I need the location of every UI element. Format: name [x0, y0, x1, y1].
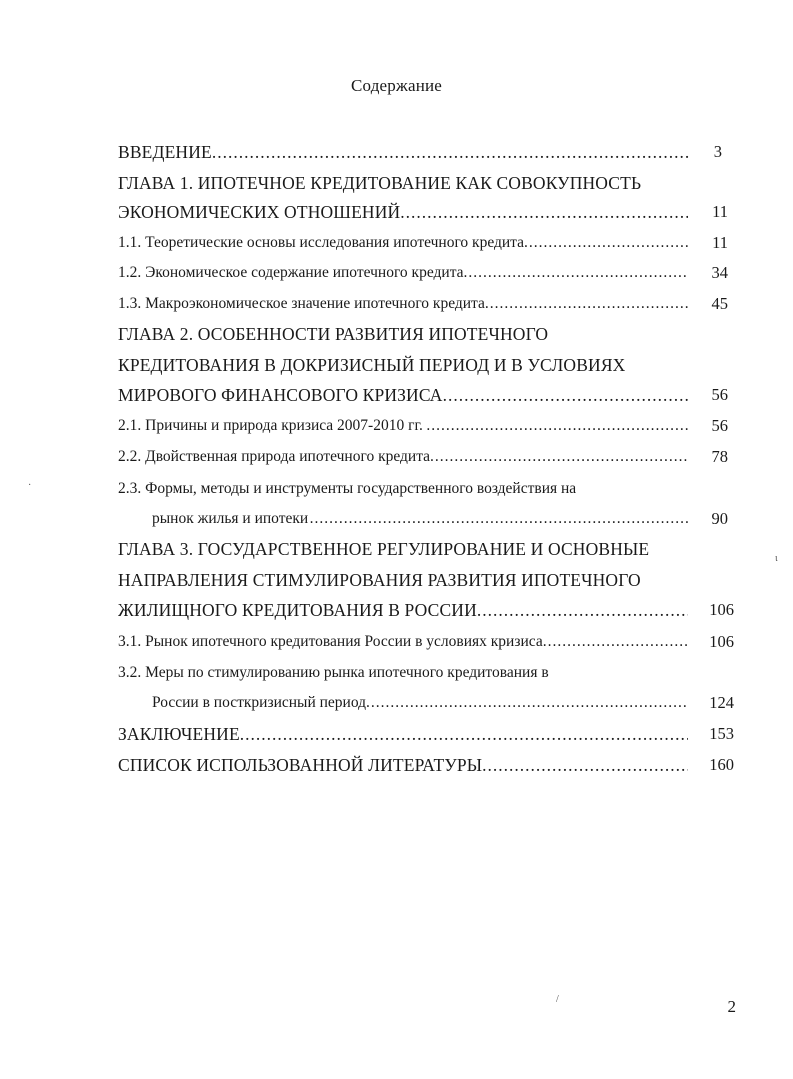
toc-entry[interactable] — [118, 140, 691, 164]
dot-leader — [310, 507, 688, 531]
scan-speck: · — [28, 480, 32, 491]
dot-leader — [485, 292, 688, 316]
dot-leader — [464, 261, 688, 285]
dot-leader — [482, 753, 688, 777]
toc-entry-text: рынок жилья и ипотеки — [152, 510, 309, 527]
toc-entry[interactable] — [118, 231, 688, 255]
toc-entry[interactable] — [118, 722, 688, 746]
dot-leader — [426, 414, 688, 438]
toc-entry-text: ЖИЛИЩНОГО КРЕДИТОВАНИЯ В РОССИИ — [118, 600, 477, 620]
toc-page-number: 11 — [712, 202, 728, 221]
toc-entry[interactable] — [118, 261, 688, 285]
toc-entry[interactable] — [118, 171, 698, 195]
toc-entry[interactable] — [152, 691, 688, 715]
toc-entry[interactable] — [118, 322, 688, 346]
toc-entry[interactable] — [118, 598, 688, 622]
dot-leader — [477, 598, 688, 622]
toc-entry-text: 1.3. Макроэкономическое значение ипотечного кредита — [118, 295, 485, 312]
toc-entry[interactable] — [152, 507, 688, 531]
toc-entry-text: ЭКОНОМИЧЕСКИХ ОТНОШЕНИЙ — [118, 202, 401, 222]
toc-entry-text: 3.2. Меры по стимулированию рынка ипотечного кредитования в — [118, 664, 549, 681]
dot-leader — [524, 231, 688, 255]
toc-entry[interactable] — [118, 661, 698, 685]
toc-page-number: 56 — [711, 416, 728, 435]
toc-entry[interactable] — [118, 200, 688, 224]
toc-page-number: 3 — [713, 142, 722, 161]
toc-entry[interactable] — [118, 445, 688, 469]
toc-entry-text: 2.3. Формы, методы и инструменты государственного воздействия на — [118, 480, 577, 497]
toc-page-number: 106 — [709, 600, 734, 619]
dot-leader — [366, 691, 688, 715]
dot-leader — [443, 383, 688, 407]
toc-page-number: 160 — [709, 755, 734, 774]
toc-entry-text: ВВЕДЕНИЕ — [118, 142, 212, 162]
toc-page-number: 90 — [711, 509, 728, 528]
toc-entry[interactable] — [118, 292, 688, 316]
toc-entry[interactable] — [118, 477, 698, 501]
toc-page-number: 56 — [711, 385, 728, 404]
toc-entry-text: КРЕДИТОВАНИЯ В ДОКРИЗИСНЫЙ ПЕРИОД И В УСЛОВИЯХ — [118, 355, 626, 375]
toc-entry-text: СПИСОК ИСПОЛЬЗОВАННОЙ ЛИТЕРАТУРЫ — [118, 755, 483, 775]
dot-leader — [212, 140, 691, 164]
toc-page-number: 153 — [709, 724, 734, 743]
toc-entry-text: ГЛАВА 1. ИПОТЕЧНОЕ КРЕДИТОВАНИЕ КАК СОВОКУПНОСТЬ — [118, 173, 642, 193]
page-title: Содержание — [350, 76, 443, 95]
toc-page-number: 124 — [709, 693, 734, 712]
toc-entry-text: ГЛАВА 3. ГОСУДАРСТВЕННОЕ РЕГУЛИРОВАНИЕ И ОСНОВНЫЕ — [118, 539, 650, 559]
toc-entry-text: НАПРАВЛЕНИЯ СТИМУЛИРОВАНИЯ РАЗВИТИЯ ИПОТЕЧНОГО — [118, 570, 641, 590]
toc-page-number: 106 — [709, 632, 734, 651]
dot-leader — [430, 445, 688, 469]
toc-entry-text: России в посткризисный период — [152, 694, 367, 711]
toc-page-number: 11 — [712, 233, 728, 252]
toc-entry[interactable] — [118, 630, 688, 654]
toc-page-number: 34 — [711, 263, 728, 282]
dot-leader — [240, 722, 688, 746]
toc-entry-text: ГЛАВА 2. ОСОБЕННОСТИ РАЗВИТИЯ ИПОТЕЧНОГО — [118, 324, 549, 344]
toc-entry[interactable] — [118, 537, 698, 561]
toc-page-number: 45 — [711, 294, 728, 313]
toc-entry[interactable] — [118, 383, 688, 407]
toc-entry[interactable] — [118, 753, 688, 777]
toc-entry[interactable] — [118, 353, 698, 377]
toc-entry-text: 2.2. Двойственная природа ипотечного кредита — [118, 448, 431, 465]
toc-entry-text: 3.1. Рынок ипотечного кредитования России в условиях кризиса — [118, 633, 543, 650]
toc-entry-text: МИРОВОГО ФИНАНСОВОГО КРИЗИСА — [118, 385, 443, 405]
toc-entry-text: 1.2. Экономическое содержание ипотечного кредита — [118, 264, 464, 281]
page-number: 2 — [727, 997, 736, 1016]
toc-entry[interactable] — [118, 414, 688, 438]
toc-entry-text: 1.1. Теоретические основы исследования ипотечного кредита — [118, 234, 525, 251]
dot-leader — [400, 200, 688, 224]
toc-entry[interactable] — [118, 568, 698, 592]
scan-speck: ι — [775, 553, 778, 564]
scan-speck: / — [556, 994, 559, 1005]
toc-page-number: 78 — [711, 447, 728, 466]
toc-entry-text: ЗАКЛЮЧЕНИЕ — [118, 724, 240, 744]
dot-leader — [543, 630, 688, 654]
toc-entry-text: 2.1. Причины и природа кризиса 2007-2010 гг. — [118, 417, 423, 434]
